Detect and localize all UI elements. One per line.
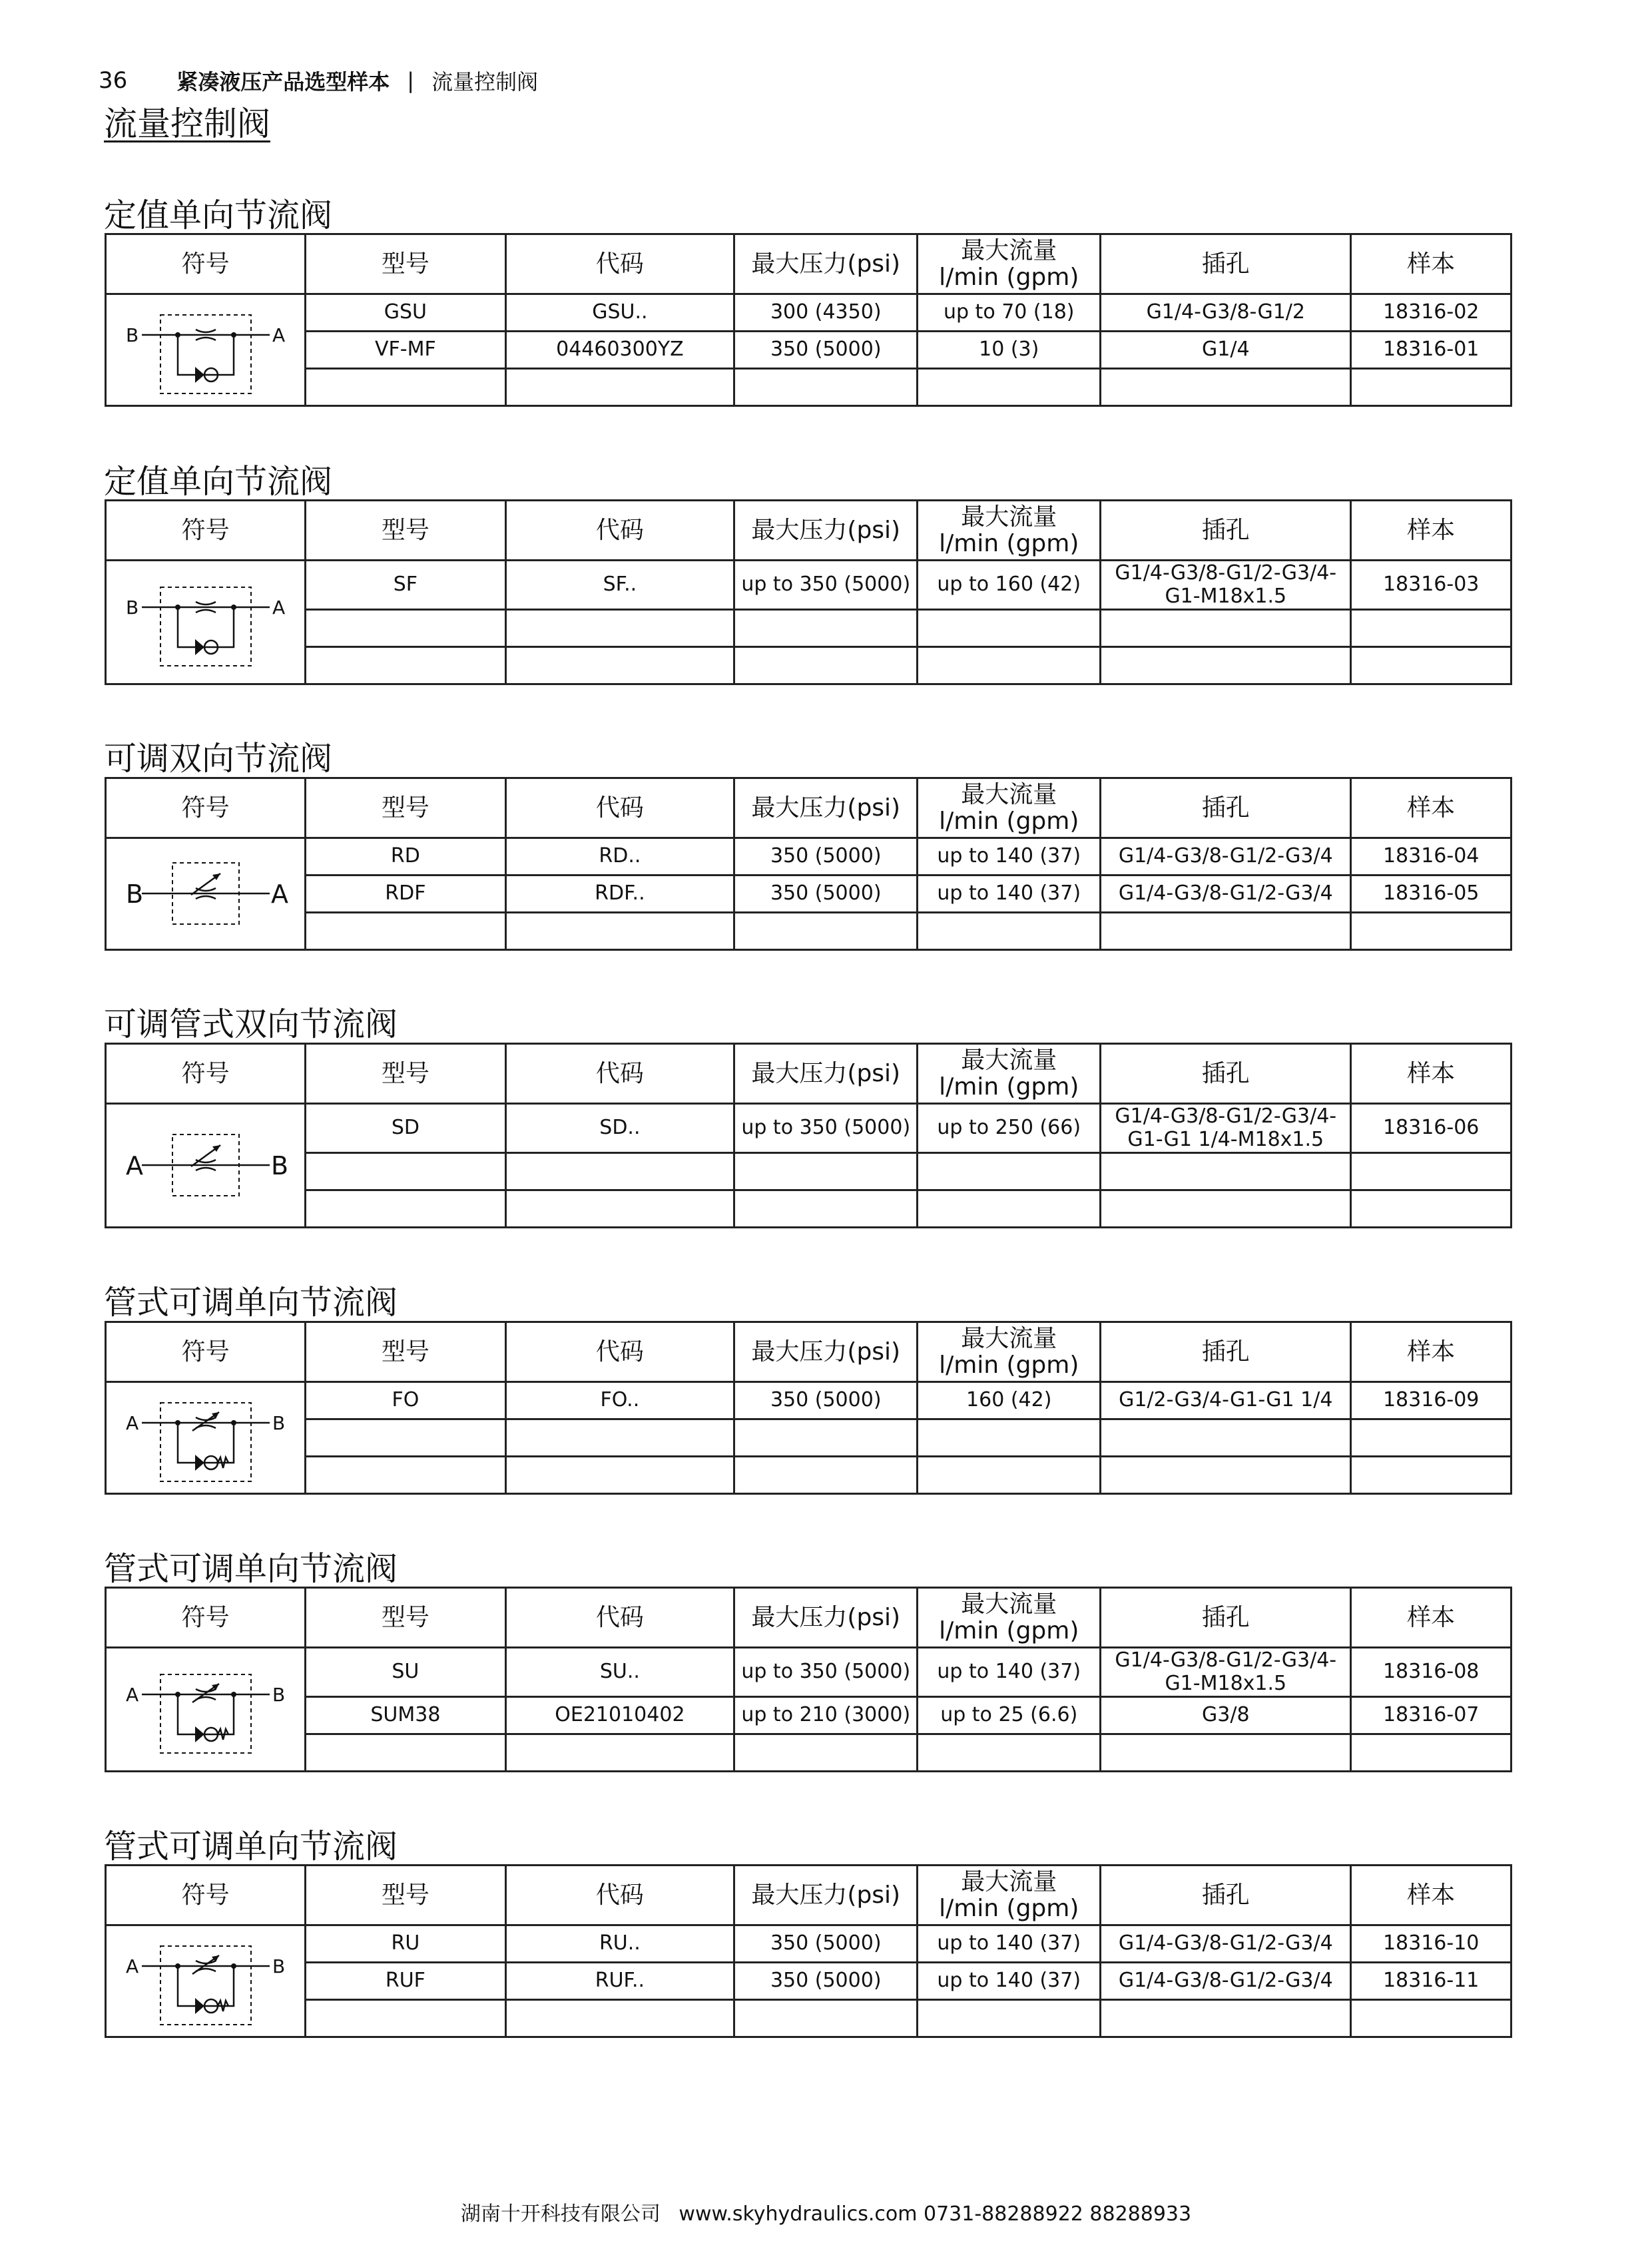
book-title: 紧凑液压产品选型样本 [176, 69, 390, 95]
cell-port [1101, 1190, 1351, 1228]
cell-port [1101, 913, 1351, 950]
cell-code: OE21010402 [505, 1697, 734, 1734]
cell-code: RU.. [505, 1925, 734, 1963]
cell-model [306, 647, 505, 684]
header-symbol: 符号 [106, 234, 306, 294]
header-catalog: 样本 [1351, 1866, 1512, 1925]
table-row [106, 1648, 1512, 1697]
cell-catalog [1351, 647, 1512, 684]
section-title: 可调管式双向节流阀 [104, 1005, 398, 1043]
cell-flow [918, 1457, 1101, 1494]
header-pressure: 最大压力(psi) [734, 1322, 918, 1382]
port-right-label: A [270, 879, 288, 909]
cell-pressure: up to 350 (5000) [734, 561, 918, 610]
cell-model: SUM38 [306, 1697, 505, 1734]
table-header-row [106, 1044, 1512, 1104]
symbol-cell [106, 1104, 306, 1228]
cell-catalog: 18316-04 [1351, 838, 1512, 876]
table-row [106, 913, 1512, 950]
cell-flow [918, 1419, 1101, 1457]
port-left-label: A [125, 1683, 138, 1706]
spec-table [105, 1043, 1512, 1228]
cell-port: G1/4-G3/8-G1/2-G3/4 [1101, 1925, 1351, 1963]
table-row [106, 369, 1512, 406]
valve-symbol-diagram [119, 1660, 292, 1760]
symbol-cell [106, 1648, 306, 1772]
table-row [106, 1457, 1512, 1494]
header-model: 型号 [306, 1044, 505, 1104]
symbol-cell [106, 561, 306, 684]
symbol-cell [106, 294, 306, 406]
cell-code [505, 1734, 734, 1772]
page-number: 36 [99, 67, 128, 94]
cell-catalog [1351, 1734, 1512, 1772]
cell-model: RU [306, 1925, 505, 1963]
spec-table [105, 1864, 1512, 2038]
port-left-label: B [125, 596, 138, 619]
header-flow-line2: l/min (gpm) [939, 1894, 1079, 1922]
cell-model [306, 2000, 505, 2037]
header-symbol: 符号 [106, 1866, 306, 1925]
header-flow-line1: 最大流量 [961, 1868, 1057, 1895]
port-right-label: A [272, 324, 285, 346]
spec-table [105, 499, 1512, 685]
cell-pressure [734, 647, 918, 684]
section-title: 可调双向节流阀 [104, 740, 333, 778]
cell-model [306, 1734, 505, 1772]
header-pressure: 最大压力(psi) [734, 1866, 918, 1925]
cell-flow: up to 70 (18) [918, 294, 1101, 332]
cell-code [505, 1419, 734, 1457]
header-model: 型号 [306, 778, 505, 838]
cell-catalog [1351, 1153, 1512, 1190]
cell-flow: up to 250 (66) [918, 1104, 1101, 1153]
cell-pressure [734, 1734, 918, 1772]
header-pressure: 最大压力(psi) [734, 501, 918, 561]
cell-pressure [734, 610, 918, 647]
port-left-label: A [125, 1955, 138, 1977]
spec-table [105, 1321, 1512, 1495]
spec-table [105, 777, 1512, 951]
cell-flow [918, 2000, 1101, 2037]
port-left-label: B [125, 324, 138, 346]
header-code: 代码 [505, 778, 734, 838]
cell-catalog [1351, 2000, 1512, 2037]
cell-pressure: 350 (5000) [734, 838, 918, 876]
section-title: 定值单向节流阀 [104, 196, 333, 234]
header-flow [918, 1588, 1101, 1648]
cell-flow [918, 1734, 1101, 1772]
cell-catalog: 18316-03 [1351, 561, 1512, 610]
table-header-row [106, 234, 1512, 294]
table-row [106, 1104, 1512, 1153]
header-separator: | [407, 68, 415, 93]
header-code: 代码 [505, 1866, 734, 1925]
valve-symbol-diagram [119, 300, 292, 400]
table-row [106, 294, 1512, 332]
section-title: 管式可调单向节流阀 [104, 1828, 398, 1866]
table-header-row [106, 1322, 1512, 1382]
cell-port: G1/4-G3/8-G1/2-G3/4-G1-M18x1.5 [1101, 1648, 1351, 1697]
footer-phones: 0731-88288922 88288933 [924, 2202, 1192, 2226]
cell-flow [918, 647, 1101, 684]
cell-model: RDF [306, 876, 505, 913]
header-port: 插孔 [1101, 1866, 1351, 1925]
cell-pressure: 350 (5000) [734, 332, 918, 369]
page-title: 流量控制阀 [104, 105, 270, 143]
table-header-row [106, 501, 1512, 561]
cell-pressure [734, 369, 918, 406]
header-port: 插孔 [1101, 1588, 1351, 1648]
cell-port: G1/4-G3/8-G1/2-G3/4 [1101, 838, 1351, 876]
cell-model [306, 1419, 505, 1457]
page-footer [0, 2197, 1652, 2226]
header-flow-line2: l/min (gpm) [939, 1351, 1079, 1379]
cell-flow [918, 1153, 1101, 1190]
header-port: 插孔 [1101, 1044, 1351, 1104]
cell-pressure: up to 350 (5000) [734, 1648, 918, 1697]
cell-port: G1/4-G3/8-G1/2-G3/4-G1-G1 1/4-M18x1.5 [1101, 1104, 1351, 1153]
cell-code: 04460300YZ [505, 332, 734, 369]
table-row [106, 1963, 1512, 2000]
cell-model: RUF [306, 1963, 505, 2000]
header-port: 插孔 [1101, 1322, 1351, 1382]
cell-catalog [1351, 1419, 1512, 1457]
cell-code [505, 1190, 734, 1228]
header-code: 代码 [505, 234, 734, 294]
cell-model [306, 369, 505, 406]
cell-catalog: 18316-06 [1351, 1104, 1512, 1153]
table-row [106, 561, 1512, 610]
header-symbol: 符号 [106, 778, 306, 838]
cell-catalog: 18316-09 [1351, 1382, 1512, 1419]
header-port: 插孔 [1101, 234, 1351, 294]
cell-model [306, 1190, 505, 1228]
cell-catalog [1351, 1457, 1512, 1494]
cell-port [1101, 647, 1351, 684]
cell-catalog: 18316-05 [1351, 876, 1512, 913]
cell-flow: up to 140 (37) [918, 1648, 1101, 1697]
cell-catalog: 18316-01 [1351, 332, 1512, 369]
header-catalog: 样本 [1351, 1588, 1512, 1648]
cell-catalog [1351, 913, 1512, 950]
header-code: 代码 [505, 501, 734, 561]
header-port: 插孔 [1101, 501, 1351, 561]
spec-table [105, 1587, 1512, 1772]
cell-flow: 160 (42) [918, 1382, 1101, 1419]
header-flow [918, 1044, 1101, 1104]
cell-code [505, 647, 734, 684]
cell-code [505, 1457, 734, 1494]
header-code: 代码 [505, 1322, 734, 1382]
port-right-label: B [272, 1955, 285, 1977]
cell-port [1101, 610, 1351, 647]
header-code: 代码 [505, 1044, 734, 1104]
cell-model [306, 913, 505, 950]
port-left-label: B [125, 879, 143, 909]
cell-port [1101, 2000, 1351, 2037]
cell-catalog: 18316-07 [1351, 1697, 1512, 1734]
header-symbol: 符号 [106, 501, 306, 561]
port-right-label: A [272, 596, 285, 619]
cell-code [505, 369, 734, 406]
cell-port: G1/2-G3/4-G1-G1 1/4 [1101, 1382, 1351, 1419]
cell-model: RD [306, 838, 505, 876]
cell-flow: up to 140 (37) [918, 838, 1101, 876]
cell-flow: 10 (3) [918, 332, 1101, 369]
footer-company: 湖南十开科技有限公司 [460, 2202, 661, 2226]
cell-code [505, 1153, 734, 1190]
port-right-label: B [272, 1411, 285, 1434]
cell-code [505, 2000, 734, 2037]
cell-pressure: 300 (4350) [734, 294, 918, 332]
cell-model: FO [306, 1382, 505, 1419]
header-symbol: 符号 [106, 1588, 306, 1648]
cell-code: SD.. [505, 1104, 734, 1153]
header-flow [918, 778, 1101, 838]
cell-code: SU.. [505, 1648, 734, 1697]
header-port: 插孔 [1101, 778, 1351, 838]
cell-code: RD.. [505, 838, 734, 876]
cell-catalog: 18316-10 [1351, 1925, 1512, 1963]
cell-model [306, 1457, 505, 1494]
cell-flow: up to 140 (37) [918, 1963, 1101, 2000]
header-flow-line2: l/min (gpm) [939, 1617, 1079, 1644]
cell-model: SU [306, 1648, 505, 1697]
cell-port [1101, 1734, 1351, 1772]
header-model: 型号 [306, 1322, 505, 1382]
table-header-row [106, 1866, 1512, 1925]
header-flow-line1: 最大流量 [961, 780, 1057, 808]
cell-port: G1/4-G3/8-G1/2 [1101, 294, 1351, 332]
cell-flow [918, 1190, 1101, 1228]
cell-flow: up to 160 (42) [918, 561, 1101, 610]
header-flow-line1: 最大流量 [961, 1046, 1057, 1074]
header-flow-line2: l/min (gpm) [939, 1073, 1079, 1101]
table-row [106, 1382, 1512, 1419]
table-row [106, 838, 1512, 876]
cell-port: G1/4-G3/8-G1/2-G3/4-G1-M18x1.5 [1101, 561, 1351, 610]
header-section: 流量控制阀 [431, 69, 539, 95]
cell-pressure: 350 (5000) [734, 1925, 918, 1963]
header-flow-line1: 最大流量 [961, 236, 1057, 264]
cell-code: FO.. [505, 1382, 734, 1419]
cell-catalog [1351, 369, 1512, 406]
header-flow-line1: 最大流量 [961, 1590, 1057, 1618]
header-flow-line1: 最大流量 [961, 503, 1057, 531]
header-flow-line2: l/min (gpm) [939, 529, 1079, 557]
table-row [106, 1925, 1512, 1963]
cell-code: RUF.. [505, 1963, 734, 2000]
header-catalog: 样本 [1351, 778, 1512, 838]
page-header [99, 64, 538, 97]
cell-pressure [734, 1419, 918, 1457]
table-row [106, 332, 1512, 369]
cell-model: GSU [306, 294, 505, 332]
valve-symbol-diagram [119, 844, 292, 944]
cell-port: G1/4-G3/8-G1/2-G3/4 [1101, 1963, 1351, 2000]
header-model: 型号 [306, 501, 505, 561]
footer-website[interactable]: www.skyhydraulics.com [679, 2202, 918, 2226]
header-catalog: 样本 [1351, 501, 1512, 561]
header-catalog: 样本 [1351, 234, 1512, 294]
cell-port [1101, 369, 1351, 406]
table-row [106, 1734, 1512, 1772]
table-header-row [106, 778, 1512, 838]
cell-flow [918, 369, 1101, 406]
cell-model [306, 610, 505, 647]
cell-flow: up to 25 (6.6) [918, 1697, 1101, 1734]
header-flow-line2: l/min (gpm) [939, 263, 1079, 291]
header-pressure: 最大压力(psi) [734, 234, 918, 294]
valve-symbol-diagram [119, 1116, 292, 1216]
cell-flow [918, 913, 1101, 950]
header-symbol: 符号 [106, 1044, 306, 1104]
cell-code: RDF.. [505, 876, 734, 913]
cell-pressure: up to 210 (3000) [734, 1697, 918, 1734]
port-left-label: A [125, 1411, 138, 1434]
cell-catalog [1351, 1190, 1512, 1228]
header-symbol: 符号 [106, 1322, 306, 1382]
cell-port: G1/4-G3/8-G1/2-G3/4 [1101, 876, 1351, 913]
cell-flow: up to 140 (37) [918, 1925, 1101, 1963]
cell-catalog: 18316-02 [1351, 294, 1512, 332]
table-row [106, 1153, 1512, 1190]
symbol-cell [106, 1382, 306, 1494]
header-code: 代码 [505, 1588, 734, 1648]
valve-symbol-diagram [119, 573, 292, 672]
cell-catalog: 18316-11 [1351, 1963, 1512, 2000]
port-left-label: A [125, 1150, 143, 1180]
cell-model: SD [306, 1104, 505, 1153]
cell-port: G3/8 [1101, 1697, 1351, 1734]
header-pressure: 最大压力(psi) [734, 1044, 918, 1104]
cell-model [306, 1153, 505, 1190]
table-row [106, 1419, 1512, 1457]
symbol-cell [106, 1925, 306, 2037]
cell-code [505, 913, 734, 950]
cell-pressure: 350 (5000) [734, 876, 918, 913]
port-right-label: B [272, 1683, 285, 1706]
cell-pressure [734, 1190, 918, 1228]
cell-pressure: up to 350 (5000) [734, 1104, 918, 1153]
header-model: 型号 [306, 1588, 505, 1648]
cell-port [1101, 1419, 1351, 1457]
cell-catalog [1351, 610, 1512, 647]
header-flow [918, 1866, 1101, 1925]
table-row [106, 2000, 1512, 2037]
header-catalog: 样本 [1351, 1322, 1512, 1382]
table-row [106, 1190, 1512, 1228]
cell-model: SF [306, 561, 505, 610]
cell-flow: up to 140 (37) [918, 876, 1101, 913]
section-title: 定值单向节流阀 [104, 463, 333, 501]
section-title: 管式可调单向节流阀 [104, 1550, 398, 1588]
header-flow [918, 1322, 1101, 1382]
cell-pressure [734, 913, 918, 950]
table-row [106, 610, 1512, 647]
cell-flow [918, 610, 1101, 647]
cell-model: VF-MF [306, 332, 505, 369]
header-pressure: 最大压力(psi) [734, 778, 918, 838]
header-catalog: 样本 [1351, 1044, 1512, 1104]
header-flow-line1: 最大流量 [961, 1324, 1057, 1352]
header-model: 型号 [306, 1866, 505, 1925]
table-row [106, 1697, 1512, 1734]
header-flow [918, 234, 1101, 294]
cell-pressure: 350 (5000) [734, 1963, 918, 2000]
valve-symbol-diagram [119, 1388, 292, 1488]
table-row [106, 876, 1512, 913]
cell-code: GSU.. [505, 294, 734, 332]
header-flow [918, 501, 1101, 561]
header-flow-line2: l/min (gpm) [939, 807, 1079, 835]
cell-port: G1/4 [1101, 332, 1351, 369]
cell-pressure [734, 1153, 918, 1190]
header-pressure: 最大压力(psi) [734, 1588, 918, 1648]
table-row [106, 647, 1512, 684]
cell-pressure [734, 2000, 918, 2037]
table-header-row [106, 1588, 1512, 1648]
cell-pressure: 350 (5000) [734, 1382, 918, 1419]
valve-symbol-diagram [119, 1931, 292, 2031]
symbol-cell [106, 838, 306, 950]
cell-pressure [734, 1457, 918, 1494]
cell-catalog: 18316-08 [1351, 1648, 1512, 1697]
port-right-label: B [270, 1150, 288, 1180]
cell-port [1101, 1153, 1351, 1190]
cell-code [505, 610, 734, 647]
cell-port [1101, 1457, 1351, 1494]
cell-code: SF.. [505, 561, 734, 610]
section-title: 管式可调单向节流阀 [104, 1284, 398, 1322]
header-model: 型号 [306, 234, 505, 294]
spec-table [105, 233, 1512, 407]
